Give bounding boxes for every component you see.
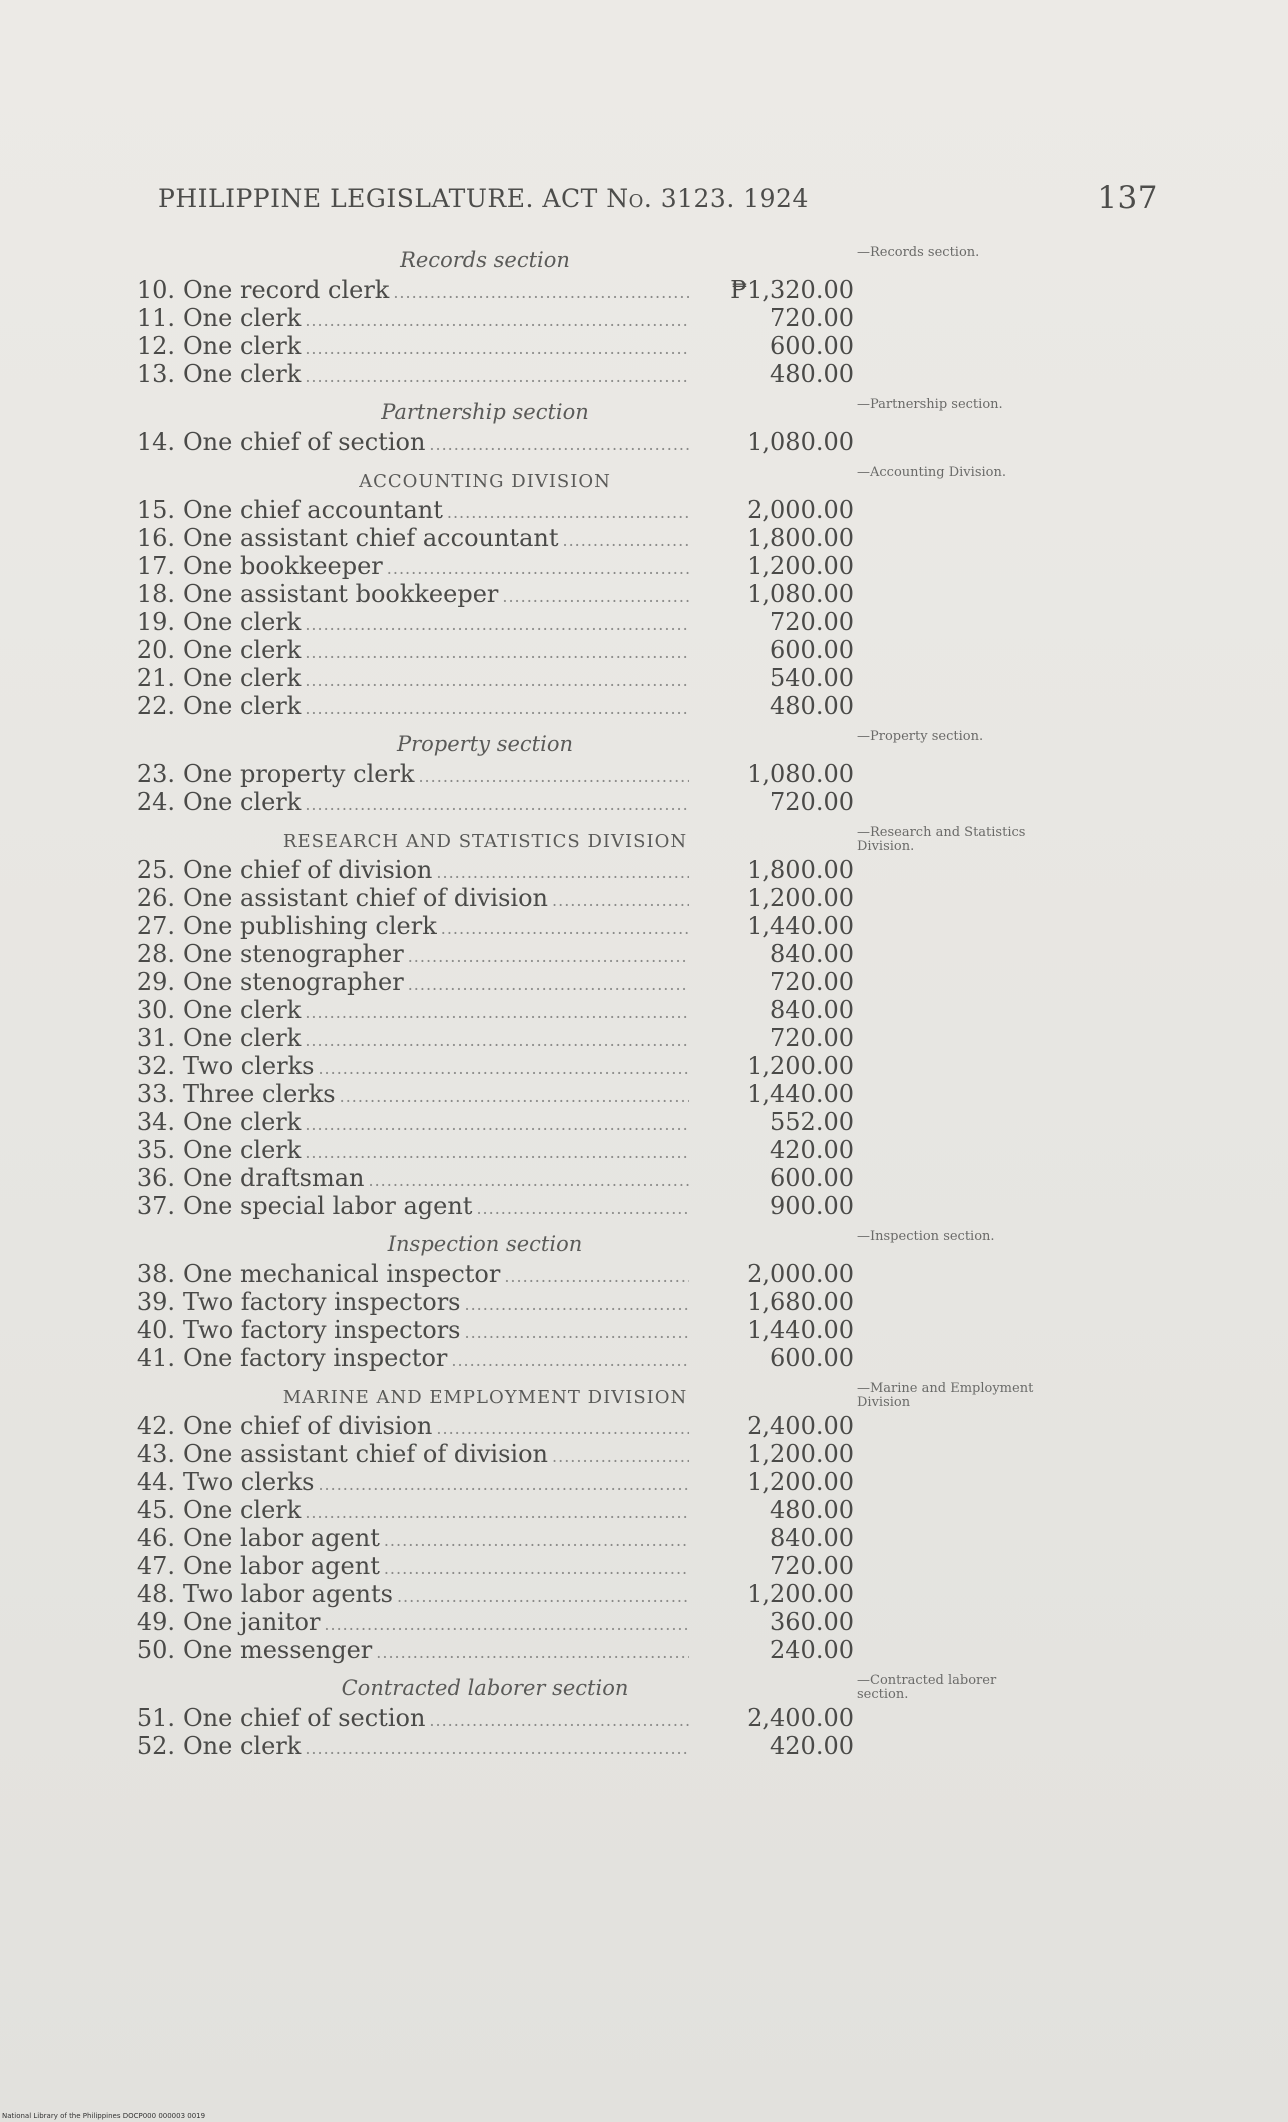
item-amount: 1,080.00 [747, 428, 854, 456]
item-description: Two clerks ..... [183, 1052, 689, 1080]
item-number: 37. [136, 1192, 175, 1220]
item-number: 25. [136, 856, 175, 884]
item-number: 44. [136, 1468, 175, 1496]
line-item [125, 1164, 1185, 1192]
item-description: One clerk ..... [183, 664, 689, 692]
item-amount: 2,400.00 [747, 1704, 854, 1732]
line-item [125, 1412, 1185, 1440]
page-header [158, 180, 1158, 224]
item-description: One clerk ..... [183, 996, 689, 1024]
item-amount: 720.00 [770, 1552, 854, 1580]
item-description: One chief of section ..... [183, 1704, 689, 1732]
line-item [125, 1440, 1185, 1468]
item-description: One chief of division ..... [183, 1412, 689, 1440]
item-description: Two labor agents ..... [183, 1580, 689, 1608]
appropriation-list [125, 240, 1185, 1764]
item-description: One assistant chief accountant ..... [183, 524, 689, 552]
item-description: One assistant chief of division ..... [183, 1440, 689, 1468]
section-heading [125, 1376, 1185, 1412]
footer-credit: National Library of the Philippines DOCP000 000003 0019 [2, 2112, 206, 2120]
item-number: 41. [136, 1344, 175, 1372]
line-item [125, 1344, 1185, 1372]
item-amount: 720.00 [770, 608, 854, 636]
item-amount: 720.00 [770, 304, 854, 332]
item-amount: 1,200.00 [747, 884, 854, 912]
section-title: Records section [400, 248, 570, 272]
line-item [125, 1704, 1185, 1732]
item-description: One record clerk ..... [183, 276, 689, 304]
item-amount: 240.00 [770, 1636, 854, 1664]
item-description: One draftsman ..... [183, 1164, 689, 1192]
item-amount: 360.00 [770, 1608, 854, 1636]
item-number: 52. [136, 1732, 175, 1760]
item-number: 35. [136, 1136, 175, 1164]
item-amount: 600.00 [770, 1344, 854, 1372]
item-description: Two clerks ..... [183, 1468, 689, 1496]
item-amount: 1,800.00 [747, 856, 854, 884]
item-description: One clerk ..... [183, 1108, 689, 1136]
item-description: One janitor ..... [183, 1608, 689, 1636]
item-amount: 1,440.00 [747, 1080, 854, 1108]
item-description: One factory inspector ..... [183, 1344, 689, 1372]
item-number: 21. [136, 664, 175, 692]
margin-note: —Property section. [857, 729, 984, 744]
item-description: One stenographer ..... [183, 968, 689, 996]
item-number: 43. [136, 1440, 175, 1468]
item-number: 15. [136, 496, 175, 524]
item-description: One clerk ..... [183, 1732, 689, 1760]
item-number: 39. [136, 1288, 175, 1316]
item-description: Two factory inspectors ..... [183, 1288, 689, 1316]
line-item [125, 1524, 1185, 1552]
item-amount: 840.00 [770, 1524, 854, 1552]
item-amount: 1,680.00 [747, 1288, 854, 1316]
item-description: One mechanical inspector ..... [183, 1260, 689, 1288]
item-number: 47. [136, 1552, 175, 1580]
item-description: One chief accountant ..... [183, 496, 689, 524]
running-title: PHILIPPINE LEGISLATURE. ACT No. 3123. 1924 [158, 184, 809, 213]
section-title: Property section [397, 732, 573, 756]
item-number: 19. [136, 608, 175, 636]
item-description: One clerk ..... [183, 360, 689, 388]
item-number: 27. [136, 912, 175, 940]
item-number: 42. [136, 1412, 175, 1440]
line-item [125, 1468, 1185, 1496]
item-number: 13. [136, 360, 175, 388]
item-number: 28. [136, 940, 175, 968]
item-description: One bookkeeper ..... [183, 552, 689, 580]
item-amount: 840.00 [770, 996, 854, 1024]
line-item [125, 1192, 1185, 1220]
item-description: One assistant bookkeeper ..... [183, 580, 689, 608]
margin-note: —Inspection section. [857, 1229, 995, 1244]
item-amount: 600.00 [770, 1164, 854, 1192]
item-amount: 2,000.00 [747, 1260, 854, 1288]
item-amount: 600.00 [770, 636, 854, 664]
item-number: 38. [136, 1260, 175, 1288]
item-number: 34. [136, 1108, 175, 1136]
section-title: Contracted laborer section [341, 1676, 629, 1700]
item-number: 14. [136, 428, 175, 456]
line-item [125, 692, 1185, 720]
line-item [125, 1052, 1185, 1080]
item-number: 17. [136, 552, 175, 580]
margin-note: —Contracted laborer section. [857, 1673, 997, 1702]
item-number: 24. [136, 788, 175, 816]
item-amount: 1,440.00 [747, 1316, 854, 1344]
line-item [125, 1580, 1185, 1608]
item-amount: 1,200.00 [747, 1468, 854, 1496]
line-item [125, 608, 1185, 636]
item-description: One chief of section ..... [183, 428, 689, 456]
item-number: 30. [136, 996, 175, 1024]
line-item [125, 332, 1185, 360]
spacer [125, 1760, 1185, 1764]
line-item [125, 304, 1185, 332]
section-heading [125, 460, 1185, 496]
item-number: 29. [136, 968, 175, 996]
section-heading [125, 1668, 1185, 1704]
section-title: ACCOUNTING DIVISION [359, 471, 611, 492]
item-amount: 1,080.00 [747, 760, 854, 788]
item-amount: 1,200.00 [747, 1580, 854, 1608]
item-number: 51. [136, 1704, 175, 1732]
line-item [125, 524, 1185, 552]
item-amount: 720.00 [770, 968, 854, 996]
line-item [125, 884, 1185, 912]
page-number: 137 [1097, 180, 1158, 216]
item-number: 22. [136, 692, 175, 720]
item-description: One clerk ..... [183, 788, 689, 816]
line-item [125, 996, 1185, 1024]
line-item [125, 1496, 1185, 1524]
item-amount: 720.00 [770, 788, 854, 816]
item-number: 36. [136, 1164, 175, 1192]
line-item [125, 968, 1185, 996]
item-number: 16. [136, 524, 175, 552]
item-number: 26. [136, 884, 175, 912]
margin-note: —Records section. [857, 245, 980, 260]
line-item [125, 1136, 1185, 1164]
line-item [125, 1288, 1185, 1316]
item-amount: 540.00 [770, 664, 854, 692]
line-item [125, 1608, 1185, 1636]
item-number: 40. [136, 1316, 175, 1344]
item-description: One special labor agent ..... [183, 1192, 689, 1220]
item-description: One clerk ..... [183, 332, 689, 360]
line-item [125, 1552, 1185, 1580]
item-description: One clerk ..... [183, 1024, 689, 1052]
item-amount: 2,000.00 [747, 496, 854, 524]
item-description: One property clerk ..... [183, 760, 689, 788]
line-item [125, 580, 1185, 608]
item-amount: 480.00 [770, 692, 854, 720]
item-amount: 480.00 [770, 360, 854, 388]
margin-note: —Partnership section. [857, 397, 1003, 412]
line-item [125, 1108, 1185, 1136]
item-number: 50. [136, 1636, 175, 1664]
item-amount: 420.00 [770, 1136, 854, 1164]
item-amount: ₱1,320.00 [730, 276, 854, 304]
line-item [125, 1024, 1185, 1052]
item-amount: 1,200.00 [747, 552, 854, 580]
item-amount: 720.00 [770, 1024, 854, 1052]
item-amount: 480.00 [770, 1496, 854, 1524]
item-amount: 840.00 [770, 940, 854, 968]
line-item [125, 940, 1185, 968]
item-number: 12. [136, 332, 175, 360]
item-number: 11. [136, 304, 175, 332]
item-number: 32. [136, 1052, 175, 1080]
section-heading [125, 724, 1185, 760]
item-amount: 2,400.00 [747, 1412, 854, 1440]
item-number: 18. [136, 580, 175, 608]
item-number: 45. [136, 1496, 175, 1524]
item-description: One messenger ..... [183, 1636, 689, 1664]
section-title: MARINE AND EMPLOYMENT DIVISION [282, 1387, 688, 1408]
item-number: 49. [136, 1608, 175, 1636]
item-description: One stenographer ..... [183, 940, 689, 968]
item-description: Two factory inspectors ..... [183, 1316, 689, 1344]
section-title: Inspection section [387, 1232, 583, 1256]
item-description: One labor agent ..... [183, 1552, 689, 1580]
item-description: One labor agent ..... [183, 1524, 689, 1552]
line-item [125, 636, 1185, 664]
item-description: One clerk ..... [183, 636, 689, 664]
section-title: RESEARCH AND STATISTICS DIVISION [282, 831, 688, 852]
item-amount: 600.00 [770, 332, 854, 360]
section-heading [125, 1224, 1185, 1260]
margin-note: —Marine and Employment Division [857, 1381, 1034, 1410]
section-heading [125, 820, 1185, 856]
item-number: 23. [136, 760, 175, 788]
line-item [125, 552, 1185, 580]
margin-note: —Accounting Division. [857, 465, 1006, 480]
item-number: 10. [136, 276, 175, 304]
line-item [125, 760, 1185, 788]
margin-note: —Research and Statistics Division. [857, 825, 1026, 854]
line-item [125, 428, 1185, 456]
item-number: 20. [136, 636, 175, 664]
line-item [125, 664, 1185, 692]
item-description: One publishing clerk ..... [183, 912, 689, 940]
item-description: One clerk ..... [183, 304, 689, 332]
item-description: One clerk ..... [183, 608, 689, 636]
item-amount: 1,200.00 [747, 1440, 854, 1468]
item-number: 33. [136, 1080, 175, 1108]
item-number: 48. [136, 1580, 175, 1608]
line-item [125, 856, 1185, 884]
line-item [125, 276, 1185, 304]
item-amount: 1,200.00 [747, 1052, 854, 1080]
line-item [125, 1732, 1185, 1760]
item-amount: 552.00 [770, 1108, 854, 1136]
item-description: One assistant chief of division ..... [183, 884, 689, 912]
line-item [125, 1080, 1185, 1108]
item-amount: 1,800.00 [747, 524, 854, 552]
item-amount: 900.00 [770, 1192, 854, 1220]
line-item [125, 1260, 1185, 1288]
line-item [125, 360, 1185, 388]
line-item [125, 912, 1185, 940]
item-description: One clerk ..... [183, 1136, 689, 1164]
item-description: One chief of division ..... [183, 856, 689, 884]
line-item [125, 1636, 1185, 1664]
item-amount: 420.00 [770, 1732, 854, 1760]
section-heading [125, 240, 1185, 276]
section-heading [125, 392, 1185, 428]
item-number: 31. [136, 1024, 175, 1052]
item-amount: 1,440.00 [747, 912, 854, 940]
item-number: 46. [136, 1524, 175, 1552]
item-description: Three clerks ..... [183, 1080, 689, 1108]
section-title: Partnership section [381, 400, 589, 424]
line-item [125, 788, 1185, 816]
item-description: One clerk ..... [183, 1496, 689, 1524]
line-item [125, 496, 1185, 524]
item-description: One clerk ..... [183, 692, 689, 720]
line-item [125, 1316, 1185, 1344]
item-amount: 1,080.00 [747, 580, 854, 608]
